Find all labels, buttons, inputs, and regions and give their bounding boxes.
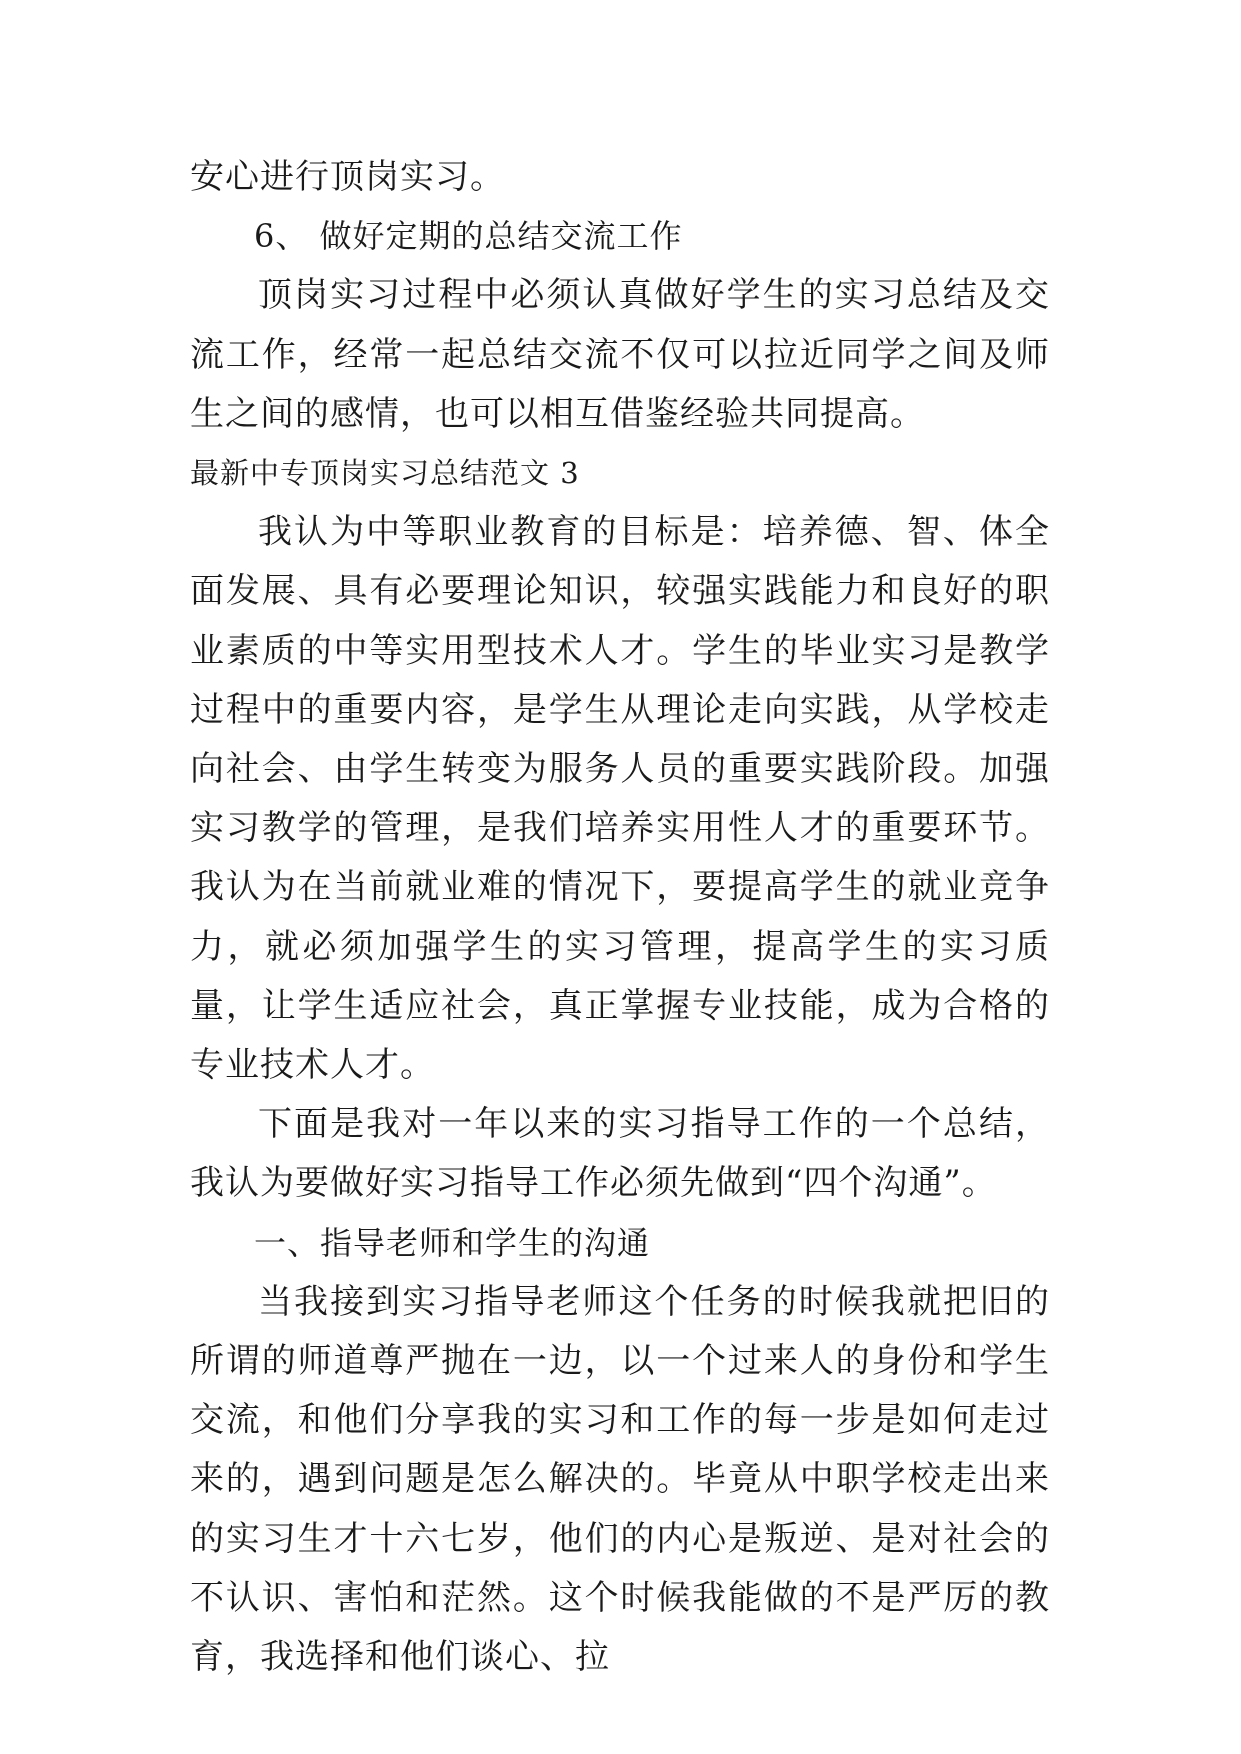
paragraph-continuation: 安心进行顶岗实习。: [190, 157, 505, 197]
paragraph-summary-exchange: 顶岗实习过程中必须认真做好学生的实习总结及交流工作，经常一起总结交流不仅可以拉近同学之间及师生之间的感情，也可以相互借鉴经验共同提高。: [190, 275, 1050, 434]
article-title: 最新中专顶岗实习总结范文 3: [190, 456, 580, 491]
section-heading-one: 一、指导老师和学生的沟通: [254, 1223, 651, 1262]
paragraph-teacher-student: 当我接到实习指导老师这个任务的时候我就把旧的所谓的师道尊严抛在一边，以一个过来人的身份和学生交流，和他们分享我的实习和工作的每一步是如何走过来的，遇到问题是怎么解决的。毕竟从中职学校走出来的实习生才十六七岁，他们的内心是叛逆、是对社会的不认识、害怕和茫然。这个时候我能做的不是严厉的教育，我选择和他们谈心、拉: [190, 1281, 1050, 1678]
document-page: [190, 148, 1050, 1687]
section-heading-6: 6、 做好定期的总结交流工作: [254, 217, 683, 256]
paragraph-vocational-goal: 我认为中等职业教育的目标是：培养德、智、体全面发展、具有必要理论知识，较强实践能力和良好的职业素质的中等实用型技术人才。学生的毕业实习是教学过程中的重要内容，是学生从理论走向实践，从学校走向社会、由学生转变为服务人员的重要实践阶段。加强实习教学的管理，是我们培养实用性人才的重要环节。我认为在当前就业难的情况下，要提高学生的就业竞争力，就必须加强学生的实习管理，提高学生的实习质量，让学生适应社会，真正掌握专业技能，成为合格的专业技术人才。: [190, 512, 1050, 1086]
paragraph-summary-intro: 下面是我对一年以来的实习指导工作的一个总结，我认为要做好实习指导工作必须先做到“四个沟通”。: [190, 1104, 1050, 1204]
